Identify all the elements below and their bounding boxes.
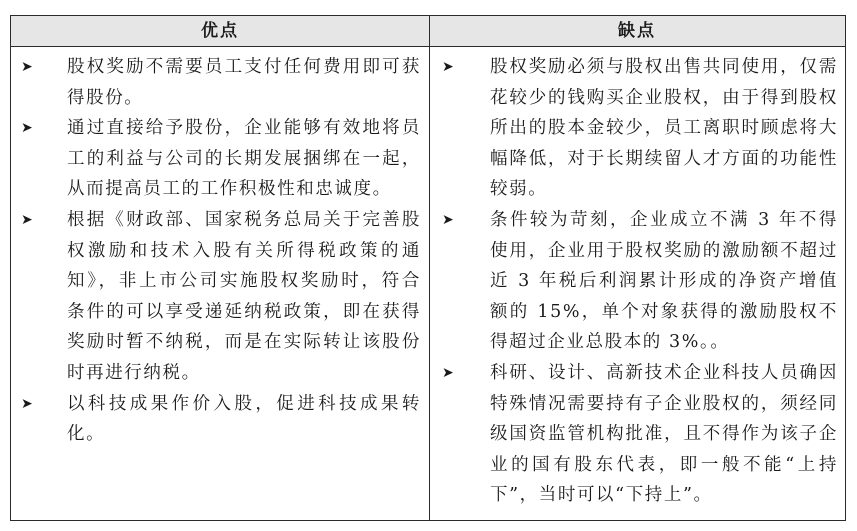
advantage-item [11,205,429,389]
arrowhead-bullet-icon: ➤ [21,211,35,228]
advantage-text: 股权奖励不需要员工支付任何费用即可获得股份。 [67,57,421,108]
arrowhead-bullet-icon: ➤ [21,120,35,137]
disadvantage-item [430,358,846,511]
disadvantages-column [430,52,846,511]
advantage-item [11,389,429,450]
disadvantage-text: 股权奖励必须与股权出售共同使用，仅需花较少的钱购买企业股权，由于得到股权所出的股本金较少，员工离职时顾虑将大幅降低，对于长期续留人才方面的功能性较弱。 [490,57,838,200]
disadvantage-item [430,52,846,205]
arrowhead-bullet-icon: ➤ [21,59,35,75]
arrowhead-bullet-icon: ➤ [21,395,35,412]
advantage-text: 通过直接给予股份，企业能够有效地将员工的利益与公司的长期发展捆绑在一起，从而提高员工的工作积极性和忠诚度。 [67,118,421,200]
arrowhead-bullet-icon: ➤ [442,59,456,75]
disadvantage-item [430,205,846,358]
advantages-column [11,52,429,450]
table-header-row [11,16,845,47]
comparison-table [10,15,846,521]
advantage-item [11,113,429,205]
advantage-text: 以科技成果作价入股，促进科技成果转化。 [67,393,421,445]
advantage-text: 根据《财政部、国家税务总局关于完善股权激励和技术入股有关所得税政策的通知》，非上市公司实施股权奖励时，符合条件的可以享受递延纳税政策，即在获得奖励时暂不纳税，而是在实际转让该股份时再进行纳税。 [67,209,421,383]
header-disadvantages: 缺点 [618,21,656,41]
disadvantage-text: 条件较为苛刻，企业成立不满 3 年不得使用，企业用于股权奖励的激励额不超过近 3 年税后利润累计形成的净资产增值额的 15%，单个对象获得的激励股权不得超过企业总股本的 3%。。 [490,209,838,353]
header-advantages: 优点 [201,21,239,41]
arrowhead-bullet-icon: ➤ [442,364,456,381]
advantage-item [11,52,429,113]
arrowhead-bullet-icon: ➤ [442,211,456,228]
disadvantage-text: 科研、设计、高新技术企业科技人员确因特殊情况需要持有子企业股权的，须经同级国资监管机构批准，且不得作为该子企业的国有股东代表，即一般不能“上持下”，当时可以“下持上”。 [490,362,838,506]
